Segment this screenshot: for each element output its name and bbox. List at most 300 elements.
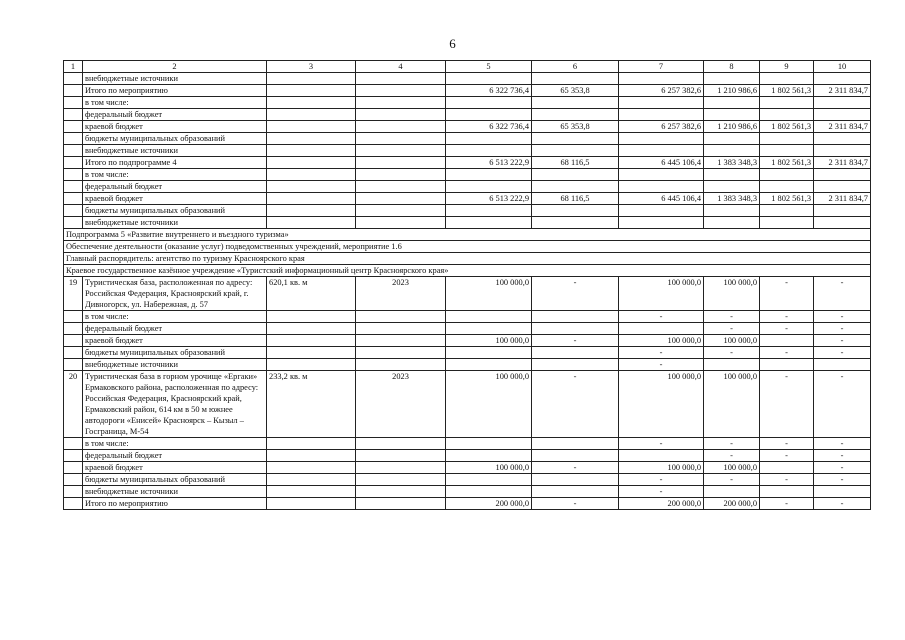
- table-cell: [704, 205, 760, 217]
- table-cell: -: [814, 462, 871, 474]
- table-cell: [704, 145, 760, 157]
- section-heading-row: [64, 229, 871, 241]
- table-cell: [814, 145, 871, 157]
- table-cell: -: [532, 371, 619, 438]
- table-cell: 233,2 кв. м: [267, 371, 356, 438]
- column-number-header: 2: [83, 61, 267, 73]
- table-cell: [760, 181, 814, 193]
- section-heading: Краевое государственное казённое учреждение «Туристский информационный центр Красноярского края»: [64, 265, 871, 277]
- table-cell: -: [619, 474, 704, 486]
- table-cell: 1 802 561,3: [760, 121, 814, 133]
- table-cell: [446, 486, 532, 498]
- table-cell: [356, 462, 446, 474]
- table-cell: [267, 474, 356, 486]
- table-cell: [814, 97, 871, 109]
- table-cell: [64, 205, 83, 217]
- table-cell: [532, 181, 619, 193]
- table-cell: [760, 462, 814, 474]
- table-cell: [532, 486, 619, 498]
- table-row: [64, 450, 871, 462]
- table-cell: [814, 109, 871, 121]
- table-cell: -: [619, 311, 704, 323]
- table-cell: 19: [64, 277, 83, 311]
- table-cell: [446, 311, 532, 323]
- table-cell: -: [704, 311, 760, 323]
- table-cell: краевой бюджет: [83, 193, 267, 205]
- table-row: [64, 133, 871, 145]
- table-cell: [267, 217, 356, 229]
- table-cell: Туристическая база, расположенная по адресу: Российская Федерация, Красноярский край, г. Дивногорск, ул. Набережная, д. 57: [83, 277, 267, 311]
- section-heading: Подпрограмма 5 «Развитие внутреннего и въездного туризма»: [64, 229, 871, 241]
- table-cell: внебюджетные источники: [83, 217, 267, 229]
- table-cell: [267, 169, 356, 181]
- table-cell: [446, 109, 532, 121]
- table-cell: -: [814, 311, 871, 323]
- table-cell: [532, 311, 619, 323]
- table-cell: [760, 359, 814, 371]
- table-cell: 6 322 736,4: [446, 85, 532, 97]
- table-cell: -: [814, 335, 871, 347]
- table-cell: [64, 133, 83, 145]
- table-cell: [446, 205, 532, 217]
- table-cell: [267, 486, 356, 498]
- table-cell: [532, 347, 619, 359]
- table-cell: 1 802 561,3: [760, 157, 814, 169]
- table-cell: [267, 438, 356, 450]
- table-cell: [760, 486, 814, 498]
- table-cell: 100 000,0: [446, 462, 532, 474]
- table-cell: -: [704, 323, 760, 335]
- table-cell: [619, 181, 704, 193]
- table-header-row: [64, 61, 871, 73]
- table-cell: [532, 169, 619, 181]
- table-cell: [619, 323, 704, 335]
- table-cell: [760, 109, 814, 121]
- table-cell: [356, 181, 446, 193]
- table-cell: [446, 450, 532, 462]
- table-cell: [704, 181, 760, 193]
- table-cell: [532, 359, 619, 371]
- table-cell: -: [814, 347, 871, 359]
- table-cell: [356, 157, 446, 169]
- table-cell: [814, 181, 871, 193]
- table-cell: 100 000,0: [619, 277, 704, 311]
- table-cell: 100 000,0: [704, 277, 760, 311]
- table-cell: [814, 486, 871, 498]
- table-cell: [356, 121, 446, 133]
- table-cell: краевой бюджет: [83, 462, 267, 474]
- table-cell: [356, 474, 446, 486]
- table-cell: [814, 217, 871, 229]
- table-cell: [356, 311, 446, 323]
- table-cell: [64, 145, 83, 157]
- table-cell: [704, 486, 760, 498]
- table-row: [64, 73, 871, 85]
- column-number-header: 8: [704, 61, 760, 73]
- table-cell: [267, 133, 356, 145]
- table-cell: [760, 217, 814, 229]
- table-cell: в том числе:: [83, 169, 267, 181]
- table-cell: внебюджетные источники: [83, 73, 267, 85]
- table-cell: [356, 323, 446, 335]
- table-cell: [64, 438, 83, 450]
- table-cell: [267, 97, 356, 109]
- column-number-header: 3: [267, 61, 356, 73]
- table-cell: [267, 347, 356, 359]
- table-cell: 20: [64, 371, 83, 438]
- table-cell: [532, 133, 619, 145]
- table-cell: [760, 73, 814, 85]
- table-row: [64, 498, 871, 510]
- table-cell: [532, 205, 619, 217]
- table-cell: [356, 85, 446, 97]
- table-cell: [446, 97, 532, 109]
- table-cell: [356, 486, 446, 498]
- table-row: [64, 371, 871, 438]
- table-cell: [64, 347, 83, 359]
- table-row: [64, 335, 871, 347]
- table-cell: 65 353,8: [532, 121, 619, 133]
- table-cell: [267, 181, 356, 193]
- table-cell: [532, 217, 619, 229]
- section-heading: Главный распорядитель: агентство по туризму Красноярского края: [64, 253, 871, 265]
- table-cell: 1 802 561,3: [760, 85, 814, 97]
- table-cell: [356, 335, 446, 347]
- table-cell: -: [814, 371, 871, 438]
- table-row: [64, 169, 871, 181]
- table-cell: -: [619, 347, 704, 359]
- column-number-header: 6: [532, 61, 619, 73]
- table-row: [64, 97, 871, 109]
- table-cell: -: [619, 359, 704, 371]
- table-cell: краевой бюджет: [83, 121, 267, 133]
- table-cell: -: [814, 474, 871, 486]
- table-cell: [532, 323, 619, 335]
- column-number-header: 9: [760, 61, 814, 73]
- table-cell: бюджеты муниципальных образований: [83, 347, 267, 359]
- table-cell: [356, 109, 446, 121]
- section-heading: Обеспечение деятельности (оказание услуг) подведомственных учреждений, мероприятие 1.6: [64, 241, 871, 253]
- table-cell: 200 000,0: [619, 498, 704, 510]
- table-cell: [356, 438, 446, 450]
- table-cell: 1 383 348,3: [704, 193, 760, 205]
- table-cell: [356, 347, 446, 359]
- table-cell: [356, 217, 446, 229]
- table-cell: 620,1 кв. м: [267, 277, 356, 311]
- section-heading-row: [64, 253, 871, 265]
- table-cell: [619, 205, 704, 217]
- table-cell: [446, 181, 532, 193]
- table-cell: бюджеты муниципальных образований: [83, 474, 267, 486]
- table-cell: [760, 205, 814, 217]
- table-cell: федеральный бюджет: [83, 181, 267, 193]
- table-cell: -: [760, 323, 814, 335]
- table-cell: [356, 97, 446, 109]
- page-number: 6: [449, 36, 456, 51]
- table-cell: [446, 217, 532, 229]
- table-cell: [619, 217, 704, 229]
- table-cell: [619, 145, 704, 157]
- table-cell: 6 445 106,4: [619, 193, 704, 205]
- budget-table: [63, 60, 871, 510]
- table-cell: [532, 109, 619, 121]
- table-row: [64, 181, 871, 193]
- table-cell: [814, 169, 871, 181]
- table-cell: [267, 450, 356, 462]
- table-cell: [446, 169, 532, 181]
- table-cell: -: [619, 438, 704, 450]
- table-cell: [267, 462, 356, 474]
- table-cell: [356, 145, 446, 157]
- table-cell: [704, 133, 760, 145]
- table-cell: [446, 133, 532, 145]
- table-cell: бюджеты муниципальных образований: [83, 133, 267, 145]
- column-number-header: 5: [446, 61, 532, 73]
- table-cell: [64, 73, 83, 85]
- section-heading-row: [64, 241, 871, 253]
- table-cell: в том числе:: [83, 97, 267, 109]
- table-cell: 1 210 986,6: [704, 121, 760, 133]
- table-cell: [64, 169, 83, 181]
- table-cell: [532, 97, 619, 109]
- table-cell: 200 000,0: [446, 498, 532, 510]
- table-cell: 100 000,0: [619, 462, 704, 474]
- table-cell: -: [704, 347, 760, 359]
- table-row: [64, 486, 871, 498]
- table-cell: [814, 133, 871, 145]
- section-heading-row: [64, 265, 871, 277]
- table-cell: [64, 323, 83, 335]
- table-cell: -: [532, 335, 619, 347]
- table-cell: федеральный бюджет: [83, 323, 267, 335]
- table-cell: -: [760, 474, 814, 486]
- table-cell: 6 322 736,4: [446, 121, 532, 133]
- table-cell: [64, 121, 83, 133]
- table-cell: [814, 359, 871, 371]
- table-cell: [619, 73, 704, 85]
- table-cell: [64, 498, 83, 510]
- table-cell: [267, 359, 356, 371]
- table-cell: [446, 73, 532, 85]
- table-cell: [64, 359, 83, 371]
- table-row: [64, 205, 871, 217]
- table-cell: 100 000,0: [446, 371, 532, 438]
- table-cell: [532, 145, 619, 157]
- table-row: [64, 438, 871, 450]
- table-cell: [704, 217, 760, 229]
- table-cell: бюджеты муниципальных образований: [83, 205, 267, 217]
- table-cell: в том числе:: [83, 311, 267, 323]
- table-cell: [532, 73, 619, 85]
- table-cell: [704, 73, 760, 85]
- table-row: [64, 193, 871, 205]
- table-cell: [64, 193, 83, 205]
- table-cell: -: [704, 450, 760, 462]
- table-cell: -: [760, 347, 814, 359]
- table-cell: 100 000,0: [704, 335, 760, 347]
- table-row: [64, 462, 871, 474]
- column-number-header: 1: [64, 61, 83, 73]
- table-row: [64, 474, 871, 486]
- table-cell: [619, 97, 704, 109]
- table-cell: 2 311 834,7: [814, 121, 871, 133]
- table-cell: [64, 217, 83, 229]
- table-cell: -: [532, 462, 619, 474]
- table-cell: [64, 335, 83, 347]
- table-cell: -: [532, 498, 619, 510]
- table-cell: внебюджетные источники: [83, 486, 267, 498]
- table-cell: [446, 347, 532, 359]
- table-cell: 1 210 986,6: [704, 85, 760, 97]
- table-cell: [267, 311, 356, 323]
- table-row: [64, 157, 871, 169]
- table-cell: федеральный бюджет: [83, 450, 267, 462]
- table-cell: 2 311 834,7: [814, 85, 871, 97]
- table-cell: -: [814, 498, 871, 510]
- table-cell: 6 257 382,6: [619, 85, 704, 97]
- table-cell: [532, 438, 619, 450]
- column-number-header: 10: [814, 61, 871, 73]
- table-cell: -: [760, 438, 814, 450]
- table-cell: -: [760, 311, 814, 323]
- table-cell: [619, 450, 704, 462]
- table-cell: 100 000,0: [446, 335, 532, 347]
- table-cell: [267, 145, 356, 157]
- table-cell: [64, 181, 83, 193]
- table-cell: [532, 450, 619, 462]
- table-cell: 1 383 348,3: [704, 157, 760, 169]
- column-number-header: 7: [619, 61, 704, 73]
- table-cell: 1 802 561,3: [760, 193, 814, 205]
- table-cell: [64, 474, 83, 486]
- table-cell: федеральный бюджет: [83, 109, 267, 121]
- table-row: [64, 347, 871, 359]
- table-cell: [446, 145, 532, 157]
- table-cell: [760, 97, 814, 109]
- table-row: [64, 359, 871, 371]
- table-cell: [704, 109, 760, 121]
- table-cell: Туристическая база в горном урочище «Ергаки» Ермаковского района, расположенная по адресу: Российская Федерация, Красноярский край, Ермаковский район, 614 км в 50 м южнее автодороги «Енисей» Красноярск – Кызыл – Госграница, М-54: [83, 371, 267, 438]
- table-cell: [532, 474, 619, 486]
- table-cell: -: [760, 450, 814, 462]
- table-cell: [704, 359, 760, 371]
- table-cell: [446, 359, 532, 371]
- table-cell: [760, 133, 814, 145]
- table-cell: [356, 73, 446, 85]
- table-cell: [267, 498, 356, 510]
- table-cell: -: [532, 277, 619, 311]
- table-cell: [64, 157, 83, 169]
- table-cell: [267, 109, 356, 121]
- table-row: [64, 121, 871, 133]
- table-cell: [760, 169, 814, 181]
- table-cell: [64, 462, 83, 474]
- table-cell: 100 000,0: [704, 462, 760, 474]
- table-cell: [619, 169, 704, 181]
- table-cell: [356, 133, 446, 145]
- table-cell: 100 000,0: [704, 371, 760, 438]
- table-cell: [356, 193, 446, 205]
- table-row: [64, 311, 871, 323]
- table-cell: [267, 85, 356, 97]
- table-cell: 100 000,0: [619, 335, 704, 347]
- table-cell: 6 445 106,4: [619, 157, 704, 169]
- table-cell: [64, 486, 83, 498]
- table-cell: [619, 109, 704, 121]
- table-cell: 2023: [356, 371, 446, 438]
- table-cell: 68 116,5: [532, 157, 619, 169]
- table-cell: Итого по подпрограмме 4: [83, 157, 267, 169]
- table-cell: 6 513 222,9: [446, 157, 532, 169]
- table-cell: [64, 109, 83, 121]
- table-cell: [704, 169, 760, 181]
- table-cell: -: [814, 277, 871, 311]
- table-cell: внебюджетные источники: [83, 359, 267, 371]
- table-row: [64, 145, 871, 157]
- table-cell: -: [760, 371, 814, 438]
- table-cell: [267, 335, 356, 347]
- table-cell: -: [814, 438, 871, 450]
- table-cell: [619, 133, 704, 145]
- table-cell: [760, 145, 814, 157]
- table-cell: [267, 157, 356, 169]
- table-row: [64, 85, 871, 97]
- table-cell: [267, 73, 356, 85]
- table-cell: краевой бюджет: [83, 335, 267, 347]
- table-cell: 200 000,0: [704, 498, 760, 510]
- table-cell: 2 311 834,7: [814, 157, 871, 169]
- table-cell: 6 257 382,6: [619, 121, 704, 133]
- table-cell: -: [760, 498, 814, 510]
- table-cell: в том числе:: [83, 438, 267, 450]
- table-cell: -: [619, 486, 704, 498]
- table-cell: [64, 97, 83, 109]
- column-number-header: 4: [356, 61, 446, 73]
- table-cell: [356, 498, 446, 510]
- table-cell: [356, 450, 446, 462]
- table-row: [64, 323, 871, 335]
- table-cell: [267, 323, 356, 335]
- table-cell: Итого по мероприятию: [83, 85, 267, 97]
- table-cell: [356, 169, 446, 181]
- table-row: [64, 109, 871, 121]
- table-cell: [64, 311, 83, 323]
- table-cell: -: [704, 474, 760, 486]
- table-cell: [356, 359, 446, 371]
- table-cell: [704, 97, 760, 109]
- table-cell: [446, 323, 532, 335]
- table-cell: 100 000,0: [446, 277, 532, 311]
- table-cell: 2 311 834,7: [814, 193, 871, 205]
- table-cell: [814, 73, 871, 85]
- table-cell: Итого по мероприятию: [83, 498, 267, 510]
- table-cell: [356, 205, 446, 217]
- table-cell: [64, 450, 83, 462]
- table-cell: [446, 474, 532, 486]
- table-cell: внебюджетные источники: [83, 145, 267, 157]
- table-cell: [814, 205, 871, 217]
- table-cell: 6 513 222,9: [446, 193, 532, 205]
- table-cell: [446, 438, 532, 450]
- table-cell: 65 353,8: [532, 85, 619, 97]
- table-cell: -: [814, 323, 871, 335]
- table-cell: 2023: [356, 277, 446, 311]
- table-cell: 68 116,5: [532, 193, 619, 205]
- table-cell: 100 000,0: [619, 371, 704, 438]
- table-cell: -: [814, 450, 871, 462]
- table-row: [64, 217, 871, 229]
- table-cell: [267, 121, 356, 133]
